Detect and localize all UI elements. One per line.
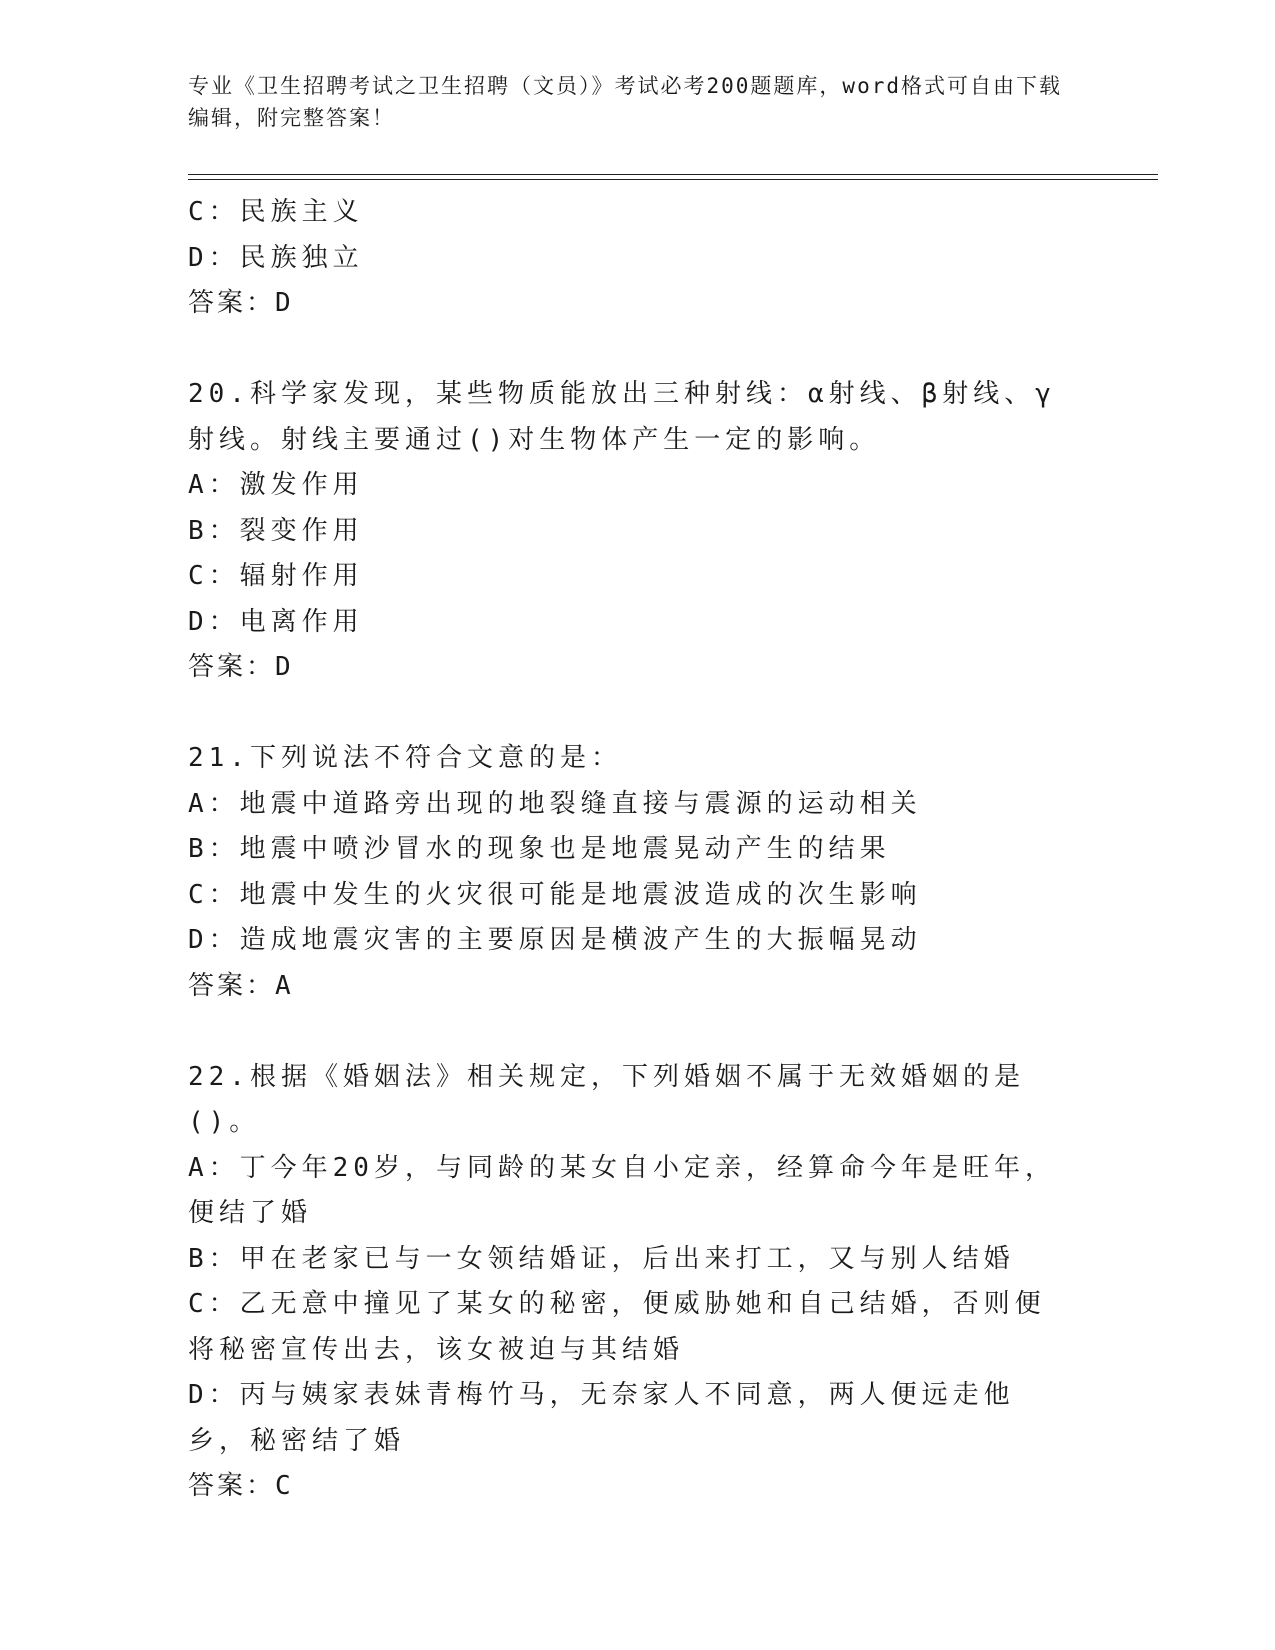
document-page: [188, 70, 1158, 1510]
option-d: D：造成地震灾害的主要原因是横波产生的大振幅晃动: [188, 925, 922, 955]
option-c: C：地震中发生的火灾很可能是地震波造成的次生影响: [188, 879, 922, 910]
option-d: D：民族独立: [188, 242, 364, 273]
option-a: A：地震中道路旁出现的地裂缝直接与震源的运动相关: [188, 788, 922, 819]
question-stem: 20.科学家发现，某些物质能放出三种射线：α射线、β射线、γ射线。射线主要通过()对生物体产生一定的影响。: [188, 379, 1056, 455]
option-b: B：裂变作用: [188, 515, 364, 546]
option-b: B：甲在老家已与一女领结婚证，后出来打工，又与别人结婚: [188, 1243, 1015, 1274]
question-21: [188, 736, 1158, 1009]
option-d: D：电离作用: [188, 606, 364, 637]
answer: 答案：C: [188, 1471, 294, 1501]
option-b: B：地震中喷沙冒水的现象也是地震晃动产生的结果: [188, 834, 891, 864]
question-content: [188, 190, 1158, 1510]
spacer: [188, 1009, 1158, 1055]
answer: 答案：D: [188, 288, 294, 318]
option-c: C：辐射作用: [188, 561, 364, 591]
question-stem: 22.根据《婚姻法》相关规定，下列婚姻不属于无效婚姻的是()。: [188, 1061, 1025, 1137]
document-header: 专业《卫生招聘考试之卫生招聘（文员）》考试必考200题题库，word格式可自由下载编辑，附完整答案！: [188, 74, 1062, 130]
header-divider: [188, 174, 1158, 180]
question-stem: 21.下列说法不符合文意的是：: [188, 743, 622, 773]
spacer: [188, 327, 1158, 373]
spacer: [188, 691, 1158, 737]
partial-question: [188, 190, 1158, 327]
answer: 答案：D: [188, 652, 294, 682]
option-c: C：民族主义: [188, 197, 364, 227]
option-d: D：丙与姨家表妹青梅竹马，无奈家人不同意，两人便远走他乡，秘密结了婚: [188, 1380, 1015, 1456]
option-a: A：激发作用: [188, 470, 364, 500]
answer: 答案：A: [188, 970, 294, 1001]
option-c: C：乙无意中撞见了某女的秘密，便威胁她和自己结婚，否则便将秘密宣传出去，该女被迫与其结婚: [188, 1289, 1046, 1365]
question-20: [188, 372, 1158, 691]
option-a: A：丁今年20岁，与同龄的某女自小定亲，经算命今年是旺年，便结了婚: [188, 1152, 1056, 1228]
question-22: [188, 1055, 1158, 1510]
